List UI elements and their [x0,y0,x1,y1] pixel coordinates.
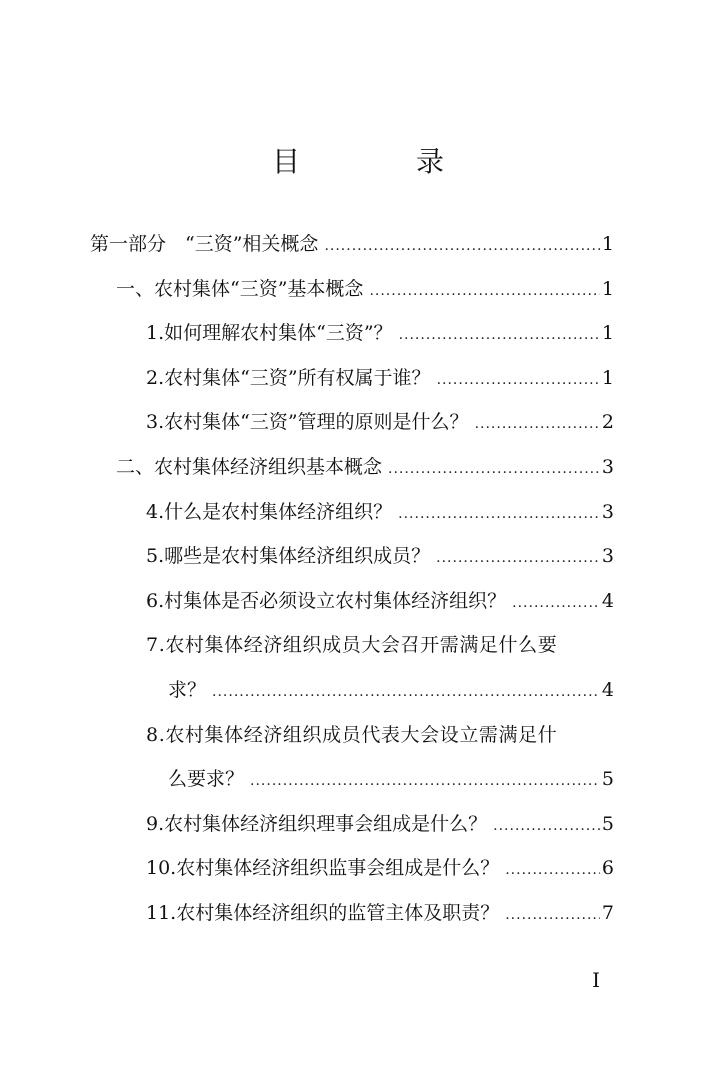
dot-leader [505,898,600,928]
toc-entry-label: 5.哪些是农村集体经济组织成员？ [146,545,431,567]
dot-leader [398,497,600,527]
toc-entry-question-9[interactable] [146,809,614,839]
toc-entry-label: 求？ [168,679,207,701]
toc-entry-question-8-line-2[interactable] [168,764,614,794]
toc-entry-page: 7 [601,902,614,924]
toc-entry-question-10[interactable] [146,853,614,883]
page-title: 目 录 [271,145,488,178]
toc-entry-label: 4.什么是农村集体经济组织？ [146,501,393,523]
dot-leader [505,853,600,883]
toc-entry-part-1[interactable] [90,229,614,259]
dot-leader [475,407,600,437]
toc-entry-label: 一、农村集体“三资”基本概念 [116,278,364,300]
dot-leader [250,764,600,794]
toc-entry-label: 10.农村集体经济组织监事会组成是什么？ [146,857,500,879]
footer-page-number: I [592,968,600,992]
toc-entry-label: 6.村集体是否必须设立农村集体经济组织？ [146,590,507,612]
toc-entry-question-7-line-1[interactable] [146,630,614,660]
toc-entry-question-6[interactable] [146,586,614,616]
toc-entry-question-11[interactable] [146,898,614,928]
toc-entry-page: 3 [601,456,614,478]
toc-entry-page: 1 [601,367,614,389]
toc-entry-label: 第一部分 “三资”相关概念 [90,233,319,255]
toc-entry-label: 8.农村集体经济组织成员代表大会设立需满足什 [146,724,558,746]
dot-leader [369,274,599,304]
toc-entry-question-1[interactable] [146,318,614,348]
toc-entry-page: 1 [601,278,614,300]
toc-entry-section-2[interactable] [116,452,614,482]
toc-entry-label: 么要求？ [168,768,245,790]
toc-entry-page: 6 [601,857,614,879]
toc-entry-question-7-line-2[interactable] [168,675,614,705]
toc-entry-question-2[interactable] [146,363,614,393]
toc-entry-page: 1 [601,233,614,255]
toc-entry-question-3[interactable] [146,407,614,437]
toc-entry-page: 3 [601,545,614,567]
toc-entry-page: 4 [601,679,614,701]
toc-entry-label: 1.如何理解农村集体“三资”？ [146,322,393,344]
dot-leader [437,363,600,393]
toc-entry-label: 二、农村集体经济组织基本概念 [116,456,383,478]
toc-entry-label: 2.农村集体“三资”所有权属于谁？ [146,367,431,389]
toc-entry-page: 5 [601,813,614,835]
toc-entry-page: 2 [601,411,614,433]
toc-entry-page: 3 [601,501,614,523]
toc-entry-label: 11.农村集体经济组织的监管主体及职责？ [146,902,500,924]
toc-entry-question-5[interactable] [146,541,614,571]
dot-leader [324,229,599,259]
toc-entry-question-8-line-1[interactable] [146,720,614,750]
toc-entry-label: 3.农村集体“三资”管理的原则是什么？ [146,411,469,433]
dot-leader [388,452,600,482]
dot-leader [436,541,600,571]
dot-leader [493,809,600,839]
toc-entry-label: 7.农村集体经济组织成员大会召开需满足什么要 [146,634,558,656]
toc-entry-label: 9.农村集体经济组织理事会组成是什么？ [146,813,488,835]
dot-leader [212,675,600,705]
toc-entry-question-4[interactable] [146,497,614,527]
dot-leader [399,318,600,348]
toc-entry-page: 5 [601,768,614,790]
toc-entry-page: 1 [601,322,614,344]
toc-entry-section-1[interactable] [116,274,614,304]
dot-leader [512,586,600,616]
toc-entry-page: 4 [601,590,614,612]
